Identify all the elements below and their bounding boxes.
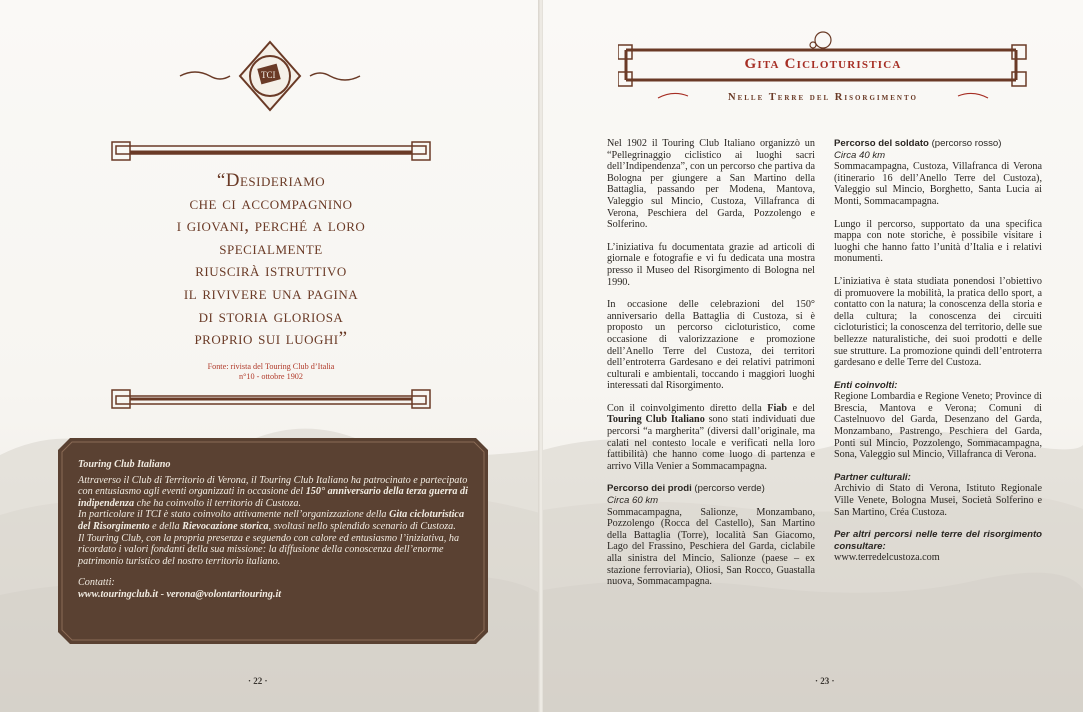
text-run: e del [787, 402, 815, 414]
quote-box [110, 140, 432, 410]
box-text [78, 459, 470, 601]
page-subtitle: Nelle Terre del Risorgimento [728, 92, 918, 103]
text-run: sono stati individuati due percorsi “a margherita” (diversi dall’originale, ma calati nel contesto locale e verificati nella loro fattibilità) che hanno come luogo di partenza e arrivo Villa Venier a Sommacampagna. [607, 414, 816, 472]
route-green [607, 483, 815, 587]
partner-section [834, 472, 1042, 518]
quote-line: il rivivere una pagina [183, 282, 359, 304]
title-banner [618, 30, 1028, 108]
box-paragraph [78, 475, 470, 510]
paragraph: In occasione delle celebrazioni del 150° anniversario della Battaglia di Custoza, si è proposto un percorso cicloturistico, come occasione di valorizzazione e promozione dell’Anello Terre del Custoza, dei territori dell’entroterra Gardesano e dei relativi patrimoni culturali e ambientali, toccando i maggiori luoghi interessati dal Risorgimento. [607, 299, 815, 392]
website-link[interactable]: www.terredelcustoza.com [834, 552, 940, 564]
route-title: Percorso del soldato [834, 138, 929, 149]
text-bold: 150° anniversario della terza guerra di indipendenza [78, 486, 468, 509]
enti-section [834, 380, 1042, 461]
paragraph [607, 403, 815, 473]
more-section [834, 529, 1042, 564]
route-color: (percorso rosso) [928, 138, 1002, 149]
text-run: Con il coinvolgimento diretto della [607, 402, 768, 414]
paragraph: Nel 1902 il Touring Club Italiano organizzò un “Pellegrinaggio ciclistico ai luoghi sacri dell’Indipendenza”, con un percorso che partiva da Bologna per giungere a San Martino della Battaglia, passando per Modena, Mantova, Valeggio sul Mincio, Custoza, Villafranca di Verona, Peschiera del Garda, Pozzolengo e Solferino. [607, 138, 815, 231]
route-distance: Circa 60 km [607, 495, 659, 507]
text-bold: Touring Club Italiano [607, 414, 705, 426]
text-bold: Gita cicloturistica del Risorgimento [78, 509, 465, 532]
left-page [0, 0, 540, 712]
enti-label: Enti coinvolti: [834, 379, 898, 391]
source-line: n°10 - ottobre 1902 [239, 372, 303, 381]
partner-text: Archivio di Stato di Verona, Istituto Regionale Ville Venete, Bologna Musei, Società Solferino e San Martino, Créa Custoza. [834, 483, 1042, 518]
source-line: Fonte: rivista del Touring Club d’Italia [207, 362, 335, 371]
quote-source [120, 362, 422, 382]
box-paragraph [78, 509, 470, 532]
quote-text [122, 170, 420, 351]
page-number-right: · 23 · [815, 676, 835, 686]
quote-line: i giovani, perché a loro [176, 215, 366, 237]
text-run: , svoltasi nello splendido scenario di Custoza. [268, 520, 456, 532]
contacts-links[interactable]: www.touringclub.it - verona@volontaritouring.it [78, 588, 282, 600]
text-run: e della [149, 520, 183, 532]
route-text: Sommacampagna, Salionze, Monzambano, Pozzolengo (Rocca del Castello), San Martino della Battaglia (Torre), località San Giacomo, Lago del Frassino, Peschiera del Garda, ciclabile alla sinistra del Mincio, Salionze (paese – ex stazione ferroviaria), Oliosi, San Rocco, Guastalla nuova, Sommacampagna. [607, 506, 815, 588]
contacts-label: Contatti: [78, 577, 115, 589]
enti-text: Regione Lombardia e Regione Veneto; Province di Brescia, Mantova e Verona; Comuni di Castelnuovo del Garda, Desenzano del Garda, Monzambano, Pastrengo, Peschiera del Garda, Ponti sul Mincio, Pozzolengo, Sommacampagna, Sona, Valeggio sul Mincio, Villafranca di Verona. [834, 391, 1042, 461]
spacer [78, 567, 470, 577]
quote-line: proprio sui luoghi” [194, 328, 348, 350]
more-label: Per altri percorsi nelle terre del risorgimento consultare: [834, 529, 1042, 552]
paragraph: Lungo il percorso, supportato da una specifica mappa con note storiche, è possibile visitare i luoghi che hanno fatto l’unità d’Italia e i relativi monumenti. [834, 218, 1042, 265]
quote-line: riuscirà istruttivo [195, 260, 347, 282]
quote-line: specialmente [219, 237, 323, 259]
route-red [834, 138, 1042, 208]
box-heading: Touring Club Italiano [78, 459, 171, 470]
quote-line: “Desideriamo [216, 170, 326, 191]
text-bold: Rievocazione storica [182, 520, 269, 532]
route-text: Sommacampagna, Custoza, Villafranca di Verona (itinerario 16 dell’Anello Terre del Custoza), Valeggio sul Mincio, Borghetto, Santa Lucia ai Monti, Sommacampagna. [834, 161, 1042, 207]
text-column-2 [834, 138, 1042, 575]
touring-club-box [58, 438, 488, 644]
box-paragraph: Il Touring Club, con la propria presenza e seguendo con calore ed entusiasmo l’iniziativa, ha ricordato i valori fondanti della sua missione: la diffusione della conoscenza dell’enorme patrimonio turistico del nostro territorio italiano. [78, 532, 460, 567]
paragraph: L’iniziativa fu documentata grazie ad articoli di giornale e fotografie e vi fu dedicata una mostra presso il Museo del Risorgimento di Bologna nel 1990. [607, 241, 815, 288]
svg-text:TCI: TCI [261, 70, 276, 80]
touring-club-emblem [175, 40, 365, 112]
text-column-1 [607, 138, 815, 588]
route-color: (percorso verde) [691, 483, 765, 495]
page-number-left: · 22 · [248, 676, 268, 686]
right-page [543, 0, 1083, 712]
partner-label: Partner culturali: [834, 471, 911, 483]
text-run: In particolare il TCI è stato coinvolto attivamente nell’organizzazione della [78, 509, 390, 521]
paragraph: L’iniziativa è stata studiata ponendosi l’obiettivo di promuovere la mobilità, la pratica dello sport, a contatto con la natura; la conoscenza della storia e della cultura; la conoscenza dei circuiti cicloturistici; la conoscenza del territorio, delle sue bellezze naturalistiche, dei suoi prodotti e delle sue strutture. La promozione quindi dell’entroterra gardesano e delle Terre del Custoza. [834, 275, 1042, 369]
text-run: che ha coinvolto il territorio di Custoza. [134, 497, 302, 509]
route-title: Percorso dei prodi [607, 483, 692, 495]
text-bold: Fiab [767, 402, 788, 414]
text-run: Attraverso il Club di Territorio di Verona, il Touring Club Italiano ha patrocinato e partecipato con entusiasmo agli eventi organizzati in occasione del [78, 474, 468, 498]
route-distance: Circa 40 km [834, 149, 886, 161]
quote-line: di storia gloriosa [198, 305, 344, 327]
quote-line: che ci accompagnino [189, 192, 353, 214]
page-title: Gita Cicloturistica [744, 56, 902, 72]
